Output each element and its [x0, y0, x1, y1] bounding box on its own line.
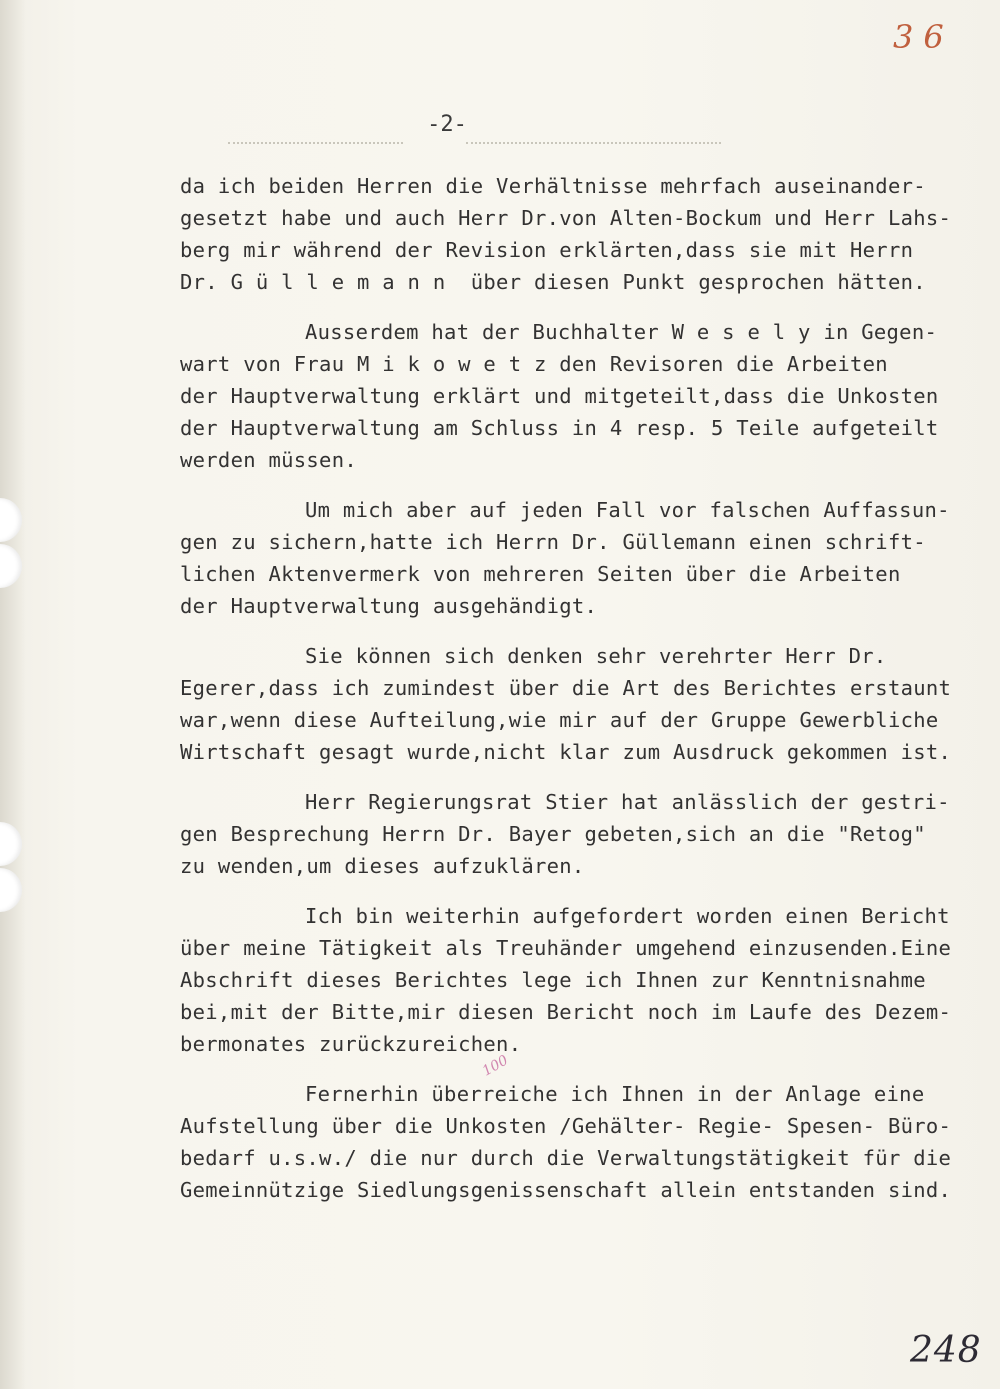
text-line: Um mich aber auf jeden Fall vor falschen Auffassun- [305, 498, 950, 522]
paragraph-7 [180, 1078, 952, 1206]
text-line: werden müssen. [180, 448, 357, 472]
text-line: bermonates zurückzureichen. [180, 1032, 522, 1056]
text-line: Abschrift dieses Berichtes lege ich Ihnen zur Kenntnisnahme [180, 968, 926, 992]
faint-stamp-mark: 100 [479, 1052, 511, 1080]
text-line: der Hauptverwaltung am Schluss in 4 resp. 5 Teile aufgeteilt [180, 416, 939, 440]
header-dotted-rule-right [466, 142, 721, 144]
text-line: bei,mit der Bitte,mir diesen Bericht noch im Laufe des Dezem- [180, 1000, 952, 1024]
text-line: der Hauptverwaltung ausgehändigt. [180, 594, 598, 618]
text-line: bedarf u.s.w./ die nur durch die Verwaltungstätigkeit für die [180, 1146, 952, 1170]
text-line: lichen Aktenvermerk von mehreren Seiten über die Arbeiten [180, 562, 901, 586]
text-line: gen Besprechung Herrn Dr. Bayer gebeten,sich an die "Retog" [180, 822, 926, 846]
text-line: war,wenn diese Aufteilung,wie mir auf der Gruppe Gewerbliche [180, 708, 939, 732]
paragraph-1 [180, 170, 952, 298]
paragraph-2 [180, 316, 939, 476]
paragraph-3 [180, 494, 950, 622]
text-line: gesetzt habe und auch Herr Dr.von Alten-Bockum und Herr Lahs- [180, 206, 952, 230]
punch-hole [0, 544, 22, 588]
letter-body [180, 170, 952, 1224]
text-line: wart von Frau M i k o w e t z den Revisoren die Arbeiten [180, 352, 888, 376]
text-line: Ich bin weiterhin aufgefordert worden einen Bericht [305, 904, 950, 928]
text-line: Dr. G ü l l e m a n n über diesen Punkt gesprochen hätten. [180, 270, 926, 294]
text-line: gen zu sichern,hatte ich Herrn Dr. Güllemann einen schrift- [180, 530, 926, 554]
text-line: der Hauptverwaltung erklärt und mitgeteilt,dass die Unkosten [180, 384, 939, 408]
paragraph-5 [180, 786, 950, 882]
page-number: -2- [427, 112, 467, 137]
text-line: berg mir während der Revision erklärten,dass sie mit Herrn [180, 238, 914, 262]
punch-hole [0, 868, 22, 912]
text-line: Egerer,dass ich zumindest über die Art des Berichtes erstaunt [180, 676, 952, 700]
text-line: Gemeinnützige Siedlungsgenissenschaft allein entstanden sind. [180, 1178, 952, 1202]
text-line: zu wenden,um dieses aufzuklären. [180, 854, 585, 878]
handwritten-folio-number: 36 [893, 18, 954, 56]
text-line: Ausserdem hat der Buchhalter W e s e l y in Gegen- [305, 320, 938, 344]
text-line: Wirtschaft gesagt wurde,nicht klar zum Ausdruck gekommen ist. [180, 740, 952, 764]
paragraph-4 [180, 640, 952, 768]
text-line: Fernerhin überreiche ich Ihnen in der Anlage eine [305, 1082, 925, 1106]
text-line: Herr Regierungsrat Stier hat anlässlich der gestri- [305, 790, 950, 814]
punch-hole [0, 822, 22, 866]
text-line: Sie können sich denken sehr verehrter Herr Dr. [305, 644, 887, 668]
text-line: da ich beiden Herren die Verhältnisse mehrfach auseinander- [180, 174, 926, 198]
text-line: über meine Tätigkeit als Treuhänder umgehend einzusenden.Eine [180, 936, 952, 960]
header-dotted-rule-left [228, 142, 403, 144]
punch-hole [0, 498, 22, 542]
paragraph-6 [180, 900, 952, 1060]
handwritten-archive-number: 248 [910, 1330, 982, 1371]
text-line: Aufstellung über die Unkosten /Gehälter- Regie- Spesen- Büro- [180, 1114, 952, 1138]
